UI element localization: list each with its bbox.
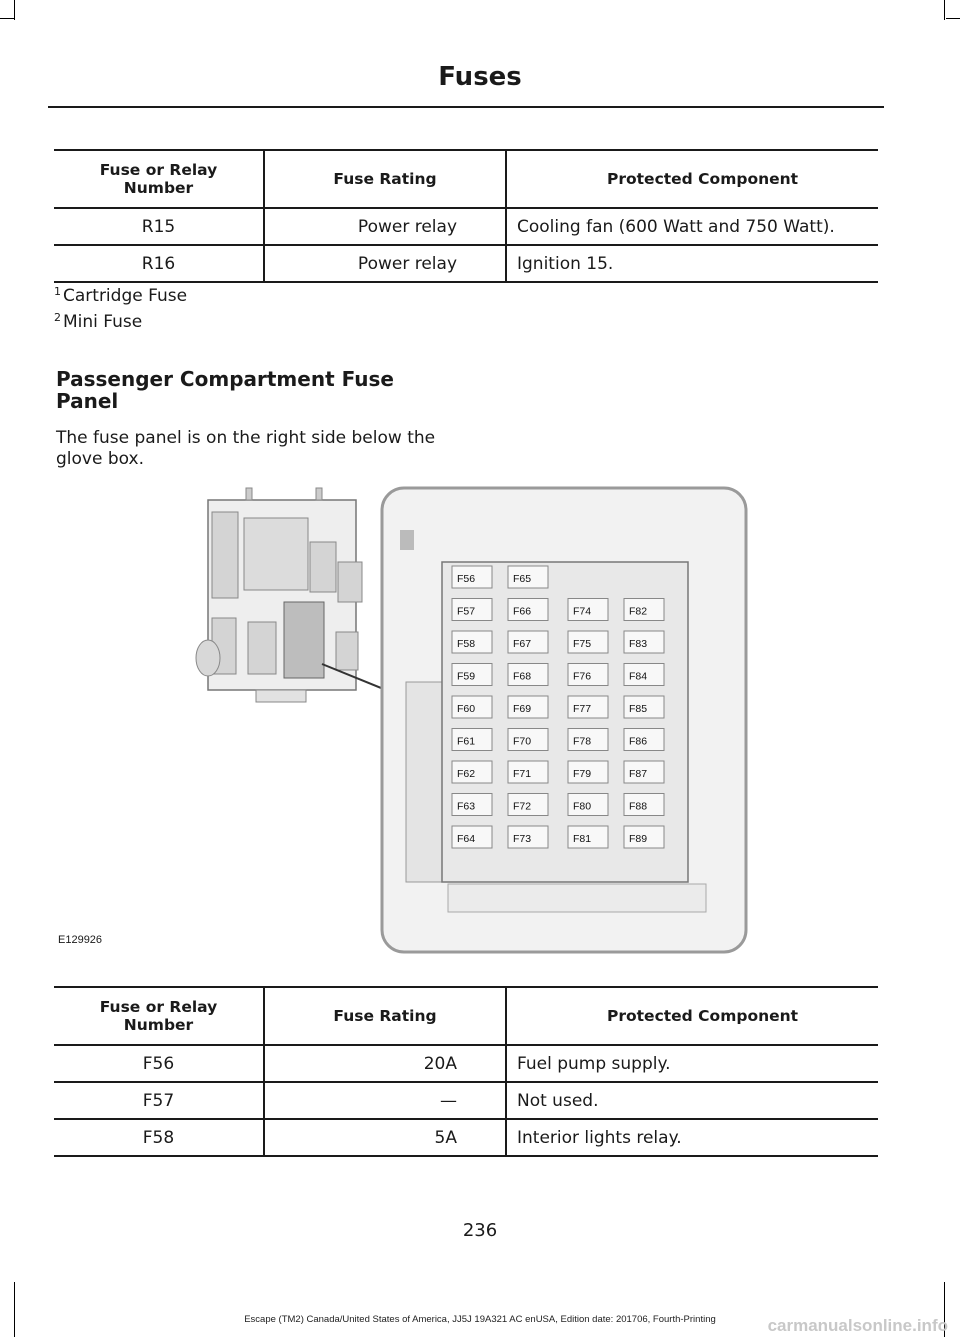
fuse-number: R15 (54, 208, 264, 245)
fuse-label: F87 (629, 768, 648, 780)
table-row (54, 208, 878, 245)
fuse-label: F81 (573, 833, 592, 845)
fuse-label: F82 (629, 605, 648, 618)
fuse-label: F65 (513, 573, 532, 585)
fuse-label: F57 (457, 605, 476, 618)
figure-id: E129926 (58, 934, 103, 946)
footnote-text: Cartridge Fuse (63, 286, 188, 306)
crop-mark (944, 0, 945, 20)
table-header-row (54, 987, 878, 1045)
fuse-label: F86 (629, 735, 648, 748)
fuse-rating: 5A (264, 1119, 506, 1156)
fuse-rating: Power relay (264, 208, 506, 245)
crop-mark (946, 18, 960, 19)
page-title: Fuses (438, 62, 522, 92)
fuse-label: F72 (513, 800, 532, 813)
table-row (54, 1045, 878, 1082)
column-header-rating: Fuse Rating (264, 150, 506, 208)
fuse-label: F58 (457, 638, 476, 650)
fuse-panel-zoom (382, 488, 746, 952)
fuse-label: F75 (573, 638, 592, 650)
protected-component: Fuel pump supply. (506, 1045, 878, 1082)
fuse-label: F63 (457, 800, 476, 813)
section-paragraph: The fuse panel is on the right side below the glove box. (56, 428, 436, 469)
footnote-text: Mini Fuse (63, 312, 143, 332)
fuse-label: F73 (513, 833, 532, 845)
fuse-label: F89 (629, 833, 648, 845)
section-heading: Passenger Compartment Fuse Panel (56, 367, 394, 413)
fuse-label: F60 (457, 703, 476, 715)
fuse-label: F78 (573, 735, 592, 748)
fuse-label: F56 (457, 573, 476, 585)
footnote (54, 311, 142, 332)
fuse-label: F59 (457, 670, 476, 683)
column-header-component: Protected Component (506, 987, 878, 1045)
fuse-label: F83 (629, 638, 648, 650)
fuse-label: F66 (513, 605, 532, 618)
column-header-rating: Fuse Rating (264, 987, 506, 1045)
fuse-label: F68 (513, 670, 532, 683)
fuse-label: F76 (573, 670, 592, 683)
protected-component: Interior lights relay. (506, 1119, 878, 1156)
fuse-module-drawing (196, 488, 386, 702)
fuse-label: F80 (573, 800, 592, 813)
column-header-number: Fuse or Relay Number (54, 150, 264, 208)
fuse-table-top (54, 149, 878, 283)
protected-component: Ignition 15. (506, 245, 878, 282)
fuse-label: F62 (457, 768, 476, 780)
edition-footer: Escape (TM2) Canada/United States of America, JJ5J 19A321 AC enUSA, Edition date: 201706, Fourth-Printing (244, 1314, 716, 1325)
crop-mark (0, 18, 14, 19)
fuse-number: R16 (54, 245, 264, 282)
watermark: carmanualsonline.info (767, 1316, 948, 1335)
column-header-component: Protected Component (506, 150, 878, 208)
footnote-mark: 1 (54, 285, 61, 298)
fuse-label: F84 (629, 670, 648, 683)
table-header-row (54, 150, 878, 208)
fuse-label: F70 (513, 735, 532, 748)
title-divider (48, 106, 884, 108)
fuse-label: F77 (573, 703, 592, 715)
table-row (54, 245, 878, 282)
fuse-label: F79 (573, 768, 592, 780)
fuse-label: F74 (573, 605, 592, 618)
table-row (54, 1119, 878, 1156)
footnote (54, 285, 187, 306)
fuse-table-bottom (54, 986, 878, 1157)
protected-component: Not used. (506, 1082, 878, 1119)
fuse-label: F69 (513, 703, 532, 715)
fuse-rating: — (264, 1082, 506, 1119)
fuse-number: F56 (54, 1045, 264, 1082)
page-number: 236 (462, 1220, 498, 1241)
table-row (54, 1082, 878, 1119)
column-header-number: Fuse or Relay Number (54, 987, 264, 1045)
fuse-panel-illustration (186, 482, 756, 960)
fuse-number: F58 (54, 1119, 264, 1156)
fuse-rating: 20A (264, 1045, 506, 1082)
crop-mark (14, 0, 15, 20)
footnote-mark: 2 (54, 311, 61, 324)
fuse-number: F57 (54, 1082, 264, 1119)
fuse-rating: Power relay (264, 245, 506, 282)
fuse-label: F71 (513, 768, 532, 780)
fuse-label: F64 (457, 833, 476, 845)
fuse-label: F61 (457, 735, 476, 748)
fuse-label: F88 (629, 800, 648, 813)
fuse-label: F67 (513, 638, 532, 650)
protected-component: Cooling fan (600 Watt and 750 Watt). (506, 208, 878, 245)
fuse-label: F85 (629, 703, 648, 715)
crop-mark (14, 1282, 15, 1337)
